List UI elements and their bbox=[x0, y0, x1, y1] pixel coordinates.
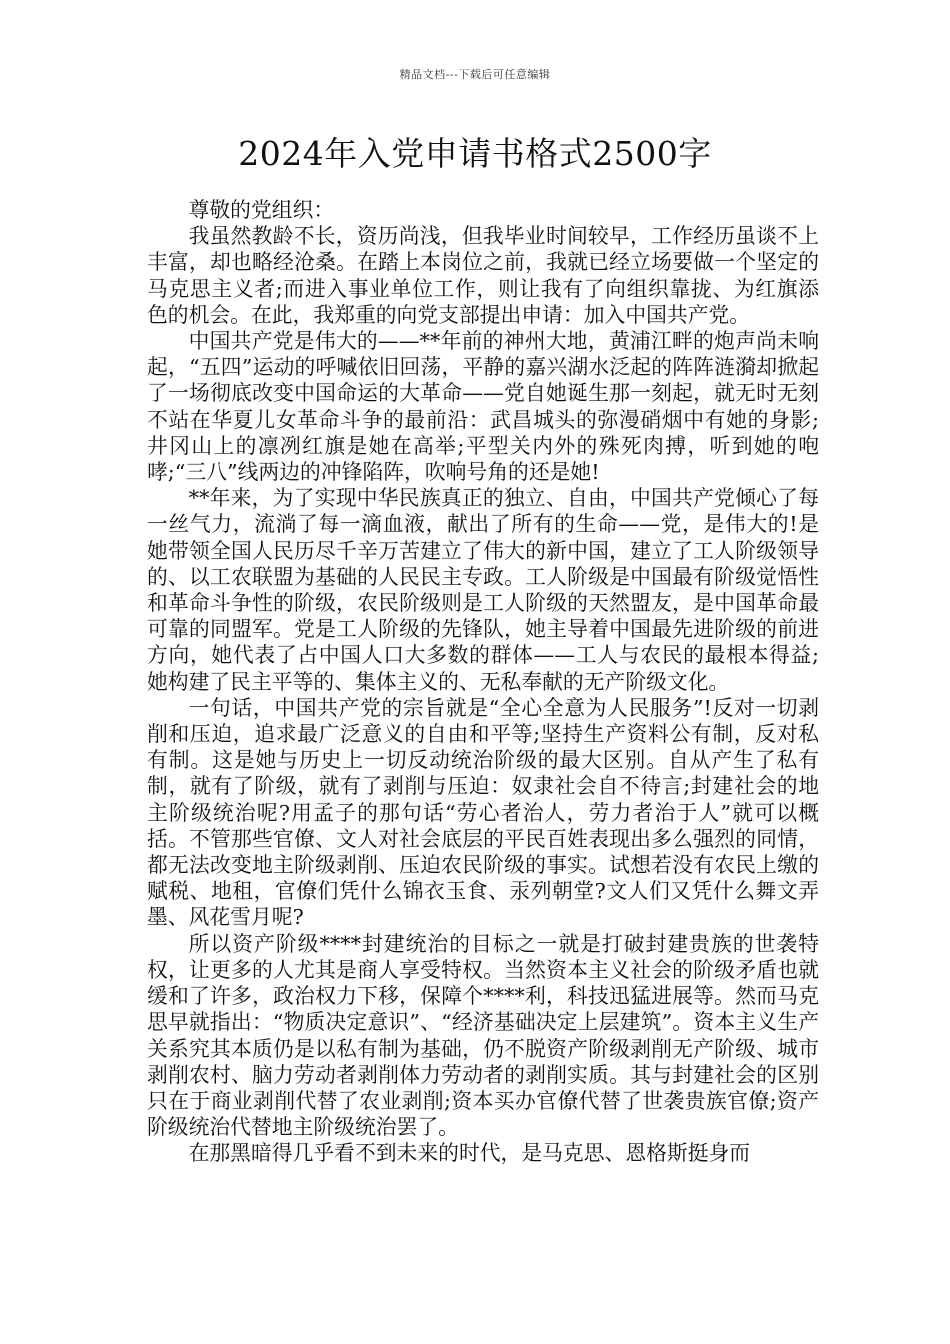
document-title: 2024年入党申请书格式2500字 bbox=[238, 134, 712, 173]
paragraph: 所以资产阶级****封建统治的目标之一就是打破封建贵族的世袭特权，让更多的人尤其是商人享受特权。当然资本主义社会的阶级矛盾也就缓和了许多，政治权力下移，保障个****利，科技迅猛进展等。然而马克思早就指出：“物质决定意识”、“经济基础决定上层建筑”。资本主义生产关系究其本质仍是以私有制为基础，仍不脱资产阶级剥削无产阶级、城市剥削农村、脑力劳动者剥削体力劳动者的剥削实质。其与封建社会的区别只在于商业剥削代替了农业剥削;资本买办官僚代替了世袭贵族官僚;资产阶级统治代替地主阶级统治罢了。 bbox=[147, 931, 819, 1140]
salutation: 尊敬的党组织： bbox=[188, 198, 335, 222]
paragraph: 中国共产党是伟大的——**年前的神州大地，黄浦江畔的炮声尚未响起，“五四”运动的呼喊依旧回荡，平静的嘉兴湖水泛起的阵阵涟漪却掀起了一场彻底改变中国命运的大革命——党自她诞生那一刻起，就无时无刻不站在华夏儿女革命斗争的最前沿：武昌城头的弥漫硝烟中有她的身影;井冈山上的凛冽红旗是她在高举;平型关内外的殊死肉搏，听到她的咆哮;“三八”线两边的冲锋陷阵，吹响号角的还是她! bbox=[147, 329, 819, 485]
paragraph: 在那黑暗得几乎看不到未来的时代，是马克思、恩格斯挺身而 bbox=[188, 1141, 751, 1166]
paragraph: 我虽然教龄不长，资历尚浅，但我毕业时间较早，工作经历虽谈不上丰富，却也略经沧桑。在踏上本岗位之前，我就已经立场要做一个坚定的马克思主义者;而进入事业单位工作，则让我有了向组织靠拢、为红旗添色的机会。在此，我郑重的向党支部提出申请：加入中国共产党。 bbox=[147, 224, 819, 327]
paragraph: 一句话，中国共产党的宗旨就是“全心全意为人民服务”!反对一切剥削和压迫，追求最广泛意义的自由和平等;坚持生产资料公有制，反对私有制。这是她与历史上一切反动统治阶级的最大区别。自从产生了私有制，就有了阶级，就有了剥削与压迫：奴隶社会自不待言;封建社会的地主阶级统治呢?用孟子的那句话“劳心者治人，劳力者治于人”就可以概括。不管那些官僚、文人对社会底层的平民百姓表现出多么强烈的同情，都无法改变地主阶级剥削、压迫农民阶级的事实。试想若没有农民上缴的赋税、地租，官僚们凭什么锦衣玉食、汞列朝堂?文人们又凭什么舞文弄墨、风花雪月呢? bbox=[147, 695, 819, 930]
header-note: 精品文档---下载后可任意编辑 bbox=[399, 68, 551, 81]
document-body bbox=[147, 197, 819, 1167]
paragraph: **年来，为了实现中华民族真正的独立、自由，中国共产党倾心了每一丝气力，流淌了每一滴血液，献出了所有的生命——党，是伟大的!是她带领全国人民历尽千辛万苦建立了伟大的新中国，建立了工人阶级领导的、以工农联盟为基础的人民民主专政。工人阶级是中国最有阶级觉悟性和革命斗争性的阶级，农民阶级则是工人阶级的天然盟友，是中国革命最可靠的同盟军。党是工人阶级的先锋队，她主导着中国最先进阶级的前进方向，她代表了占中国人口大多数的群体——工人与农民的最根本得益;她构建了民主平等的、集体主义的、无私奉献的无产阶级文化。 bbox=[147, 486, 819, 694]
